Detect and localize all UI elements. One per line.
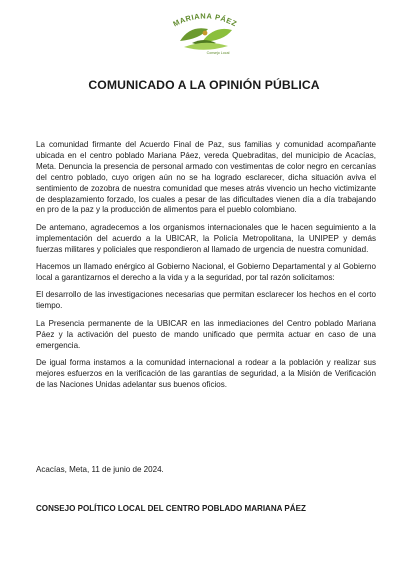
paragraph-denuncia: La comunidad firmante del Acuerdo Final de Paz, sus familias y comunidad acompañante ubicada en el centro poblado Mariana Páez, vereda Quebraditas, del municipio de Acacías, Meta. Denuncia la presencia de personal armado con vestimentas de color negro en cercanías del centro poblado, cuyo origen aún no se ha logrado esclarecer, dicha situación aviva el sentimiento de zozobra de nuestra comunidad que meses atrás vivencio un hecho victimizante de desplazamiento forzado, los cuales a pesar de las dificultades vienen día a día trabajando en pro de la paz y la producción de alimentos para el pueblo colombiano. bbox=[36, 140, 376, 215]
paragraph-agradecimiento: De antemano, agradecemos a los organismos internacionales que le hacen seguimiento a la implementación del acuerdo a la UBICAR, la Policía Metropolitana, la UNIPEP y demás fuerzas militares y policiales que respondieron al llamado de urgencia de nuestra comunidad. bbox=[36, 222, 376, 254]
paragraph-llamado: Hacemos un llamado enérgico al Gobierno Nacional, el Gobierno Departamental y al Gobierno local a garantizarnos el derecho a la vida y a la seguridad, por tal razón solicitamos: bbox=[36, 262, 376, 282]
mariana-paez-logo bbox=[166, 9, 244, 55]
leaf-emblem-icon bbox=[166, 9, 244, 55]
paragraph-investigaciones: El desarrollo de las investigaciones necesarias que permitan esclarecer los hechos en el corto tiempo. bbox=[36, 290, 376, 311]
svg-text:MARIANA PÁEZ: MARIANA PÁEZ bbox=[171, 11, 239, 29]
svg-text:Consejo Local: Consejo Local bbox=[206, 51, 230, 55]
paragraph-presencia-ubicar: La Presencia permanente de la UBICAR en las inmediaciones del Centro poblado Mariana Páez y la activación del puesto de mando unificado que permita actuar en caso de una emergencia. bbox=[36, 318, 376, 350]
paragraph-comunidad-internacional: De igual forma instamos a la comunidad internacional a rodear a la población y realizar sus mejores esfuerzos en la verificación de las garantías de seguridad, a la Misión de Verificación de las Naciones Unidas adelantar sus buenos oficios. bbox=[36, 357, 376, 389]
signature-line: CONSEJO POLÍTICO LOCAL DEL CENTRO POBLADO MARIANA PÁEZ bbox=[36, 504, 306, 513]
date-line: Acacías, Meta, 11 de junio de 2024. bbox=[36, 465, 164, 474]
document-body bbox=[36, 140, 376, 397]
page-title: COMUNICADO A LA OPINIÓN PÚBLICA bbox=[88, 78, 320, 92]
